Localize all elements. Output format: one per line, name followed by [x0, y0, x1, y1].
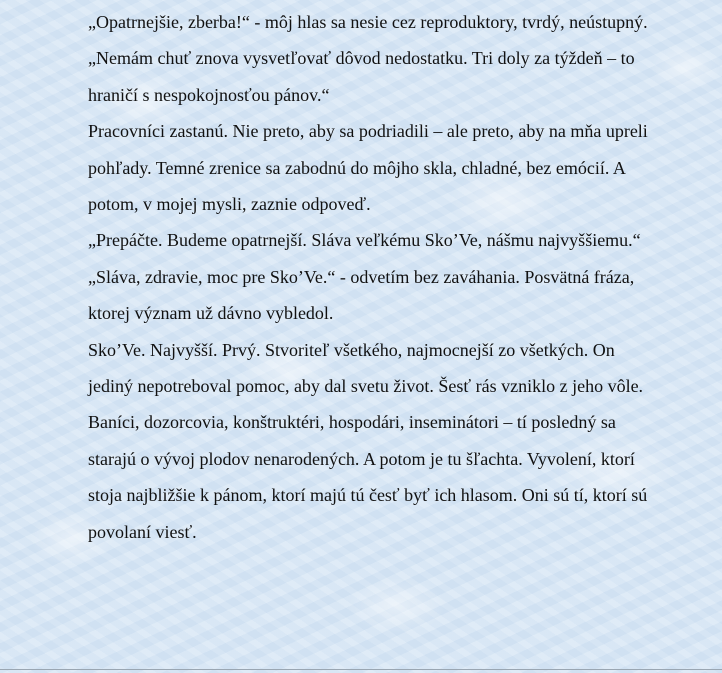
page-bottom-divider: [0, 669, 722, 670]
paragraph: „Sláva, zdravie, moc pre Sko’Ve.“ - odvetím bez zaváhania. Posvätná fráza, ktorej význam už dávno vybledol.: [88, 266, 635, 324]
document-body: [88, 4, 648, 550]
paragraph: Sko’Ve. Najvyšší. Prvý. Stvoriteľ všetkého, najmocnejší zo všetkých. On jediný nepotreboval pomoc, aby dal svetu život. Šesť rás vzniklo z jeho vôle. Baníci, dozorcovia, konštruktéri, hospodári, inseminátori – tí posledný sa starajú o vývoj plodov nenarodených. A potom je tu šľachta. Vyvolení, ktorí stoja najbližšie k pánom, ktorí majú tú česť byť ich hlasom. Oni sú tí, ktorí sú povolaní viesť.: [88, 339, 648, 542]
paragraph: „Prepáčte. Budeme opatrnejší. Sláva veľkému Sko’Ve, nášmu najvyššiemu.“: [88, 230, 641, 251]
paragraph: Pracovníci zastanú. Nie preto, aby sa podriadili – ale preto, aby na mňa upreli pohľady. Temné zrenice sa zabodnú do môjho skla, chladné, bez emócií. A potom, v mojej mysli, zaznie odpoveď.: [88, 121, 648, 215]
paragraph: „Nemám chuť znova vysvetľovať dôvod nedostatku. Tri doly za týždeň – to hraničí s nespokojnosťou pánov.“: [88, 48, 635, 105]
paragraph: „Opatrnejšie, zberba!“ - môj hlas sa nesie cez reproduktory, tvrdý, neústupný.: [88, 12, 648, 32]
